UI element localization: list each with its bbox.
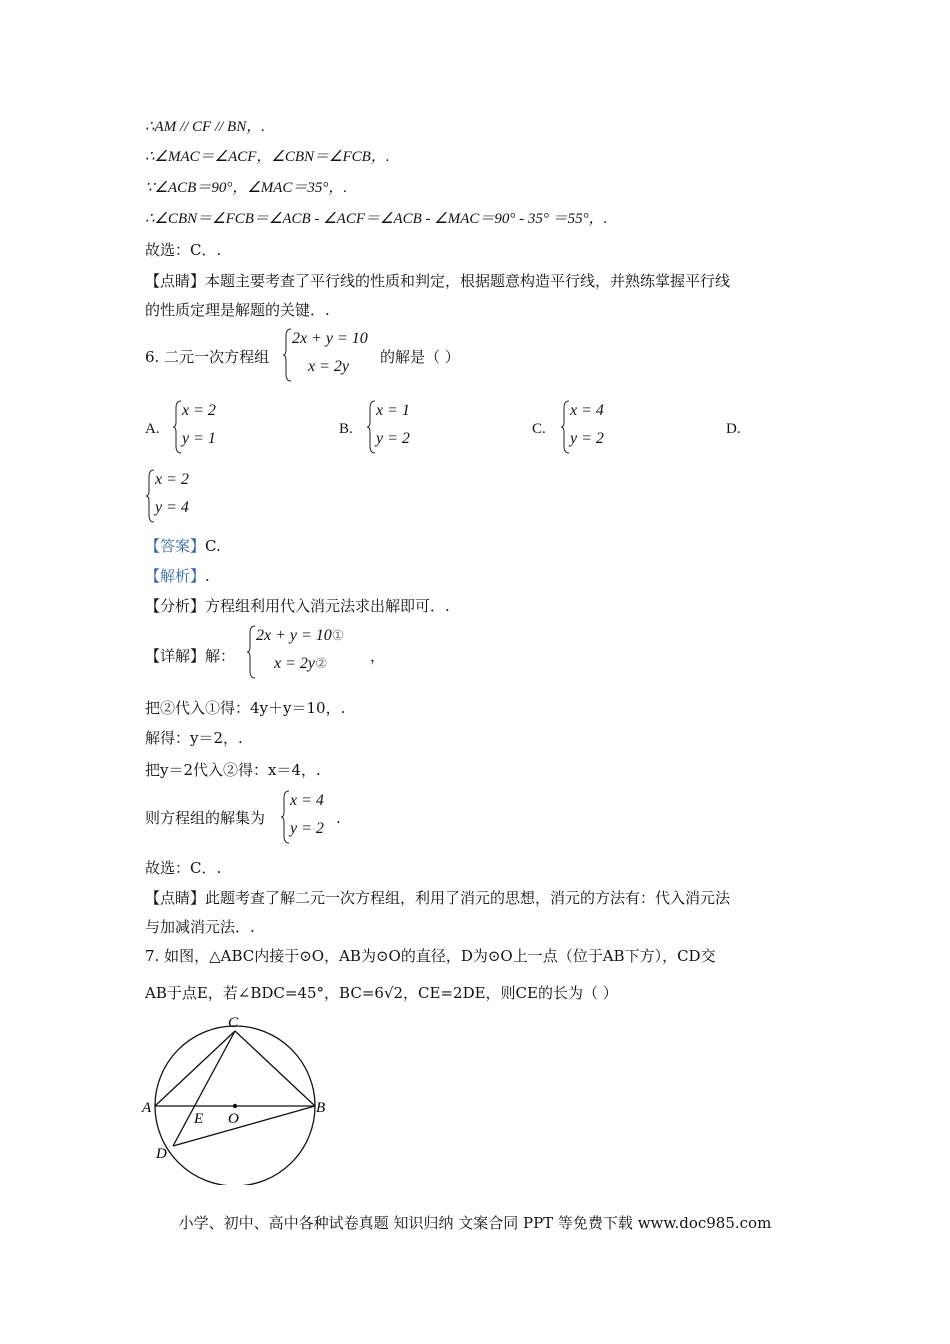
text-line: ∵∠ACB＝90°，∠MAC＝35°，. [145, 180, 348, 196]
option-a-label: A. [145, 421, 160, 437]
solset-prefix: 则方程组的解集为 [145, 809, 266, 827]
choose-line: 故选：C．. [145, 859, 222, 877]
equation: x = 1 [376, 402, 410, 419]
dianjing-line: 与加减消元法．. [145, 918, 255, 936]
point-label-a: A [142, 1100, 152, 1116]
brace-icon [366, 400, 376, 454]
circled-two: ② [315, 657, 328, 672]
option-c-label: C. [532, 421, 546, 437]
dianjing-line: 【点睛】此题考查了解二元一次方程组，利用了消元的思想，消元的方法有：代入消元法 [145, 889, 731, 907]
brace-icon [246, 625, 256, 679]
option-d [145, 469, 215, 523]
equation-text: 2x + y = 10 [256, 627, 332, 644]
text-line: ∴∠MAC＝∠ACF，∠CBN＝∠FCB，. [145, 149, 390, 165]
detail-prefix: 【详解】解： [145, 647, 236, 665]
brace-icon [280, 790, 290, 844]
equation: x = 2y [308, 358, 349, 375]
solset-system [280, 790, 340, 844]
center-point [233, 1104, 237, 1108]
question-6-prefix: 6. 二元一次方程组 [145, 348, 270, 366]
point-label-o: O [228, 1111, 239, 1127]
equation: y = 4 [155, 499, 189, 516]
option-a [172, 400, 242, 454]
brace-icon [560, 400, 570, 454]
circled-one: ① [331, 629, 345, 644]
segment-cd [173, 1031, 235, 1146]
equation: x = 2 [155, 471, 189, 488]
equation: y = 2 [376, 430, 410, 447]
analysis-tag: 【解析】 [145, 567, 206, 585]
equation-text: x = 2y [274, 655, 315, 672]
step-line: 把y＝2代入②得：x＝4，. [145, 761, 321, 779]
brace-icon [172, 400, 182, 454]
equation: 2x + y = 10 [292, 330, 368, 347]
option-c [560, 400, 630, 454]
detail-system [246, 625, 386, 679]
segment-cb [235, 1031, 315, 1106]
equation: x = 2 [182, 402, 216, 419]
analysis-line [145, 566, 210, 586]
analysis-rest: . [205, 567, 210, 585]
fenxi-line: 【分析】方程组利用代入消元法求出解即可．. [145, 597, 450, 615]
option-b [366, 400, 436, 454]
answer-tag: 【答案】 [145, 537, 206, 555]
point-label-c: C [228, 1015, 239, 1031]
segment-ac [155, 1031, 235, 1106]
question-7-line: 7. 如图，△ABC内接于⊙O，AB为⊙O的直径，D为⊙O上一点（位于AB下方），CD交 [145, 947, 716, 965]
text-line: 故选：C．. [145, 241, 222, 259]
detail-comma: ， [370, 647, 386, 665]
equation: y = 1 [182, 430, 216, 447]
equation: x = 4 [570, 402, 604, 419]
equation [274, 655, 328, 673]
equation: x = 4 [290, 792, 324, 809]
point-label-e: E [194, 1111, 204, 1127]
equation: y = 2 [570, 430, 604, 447]
step-line: 解得：y＝2，. [145, 729, 243, 747]
text-line: 的性质定理是解题的关键．. [145, 301, 330, 319]
text-line: ∴AM // CF // BN，. [145, 119, 265, 135]
answer-line [145, 536, 221, 556]
equation [256, 627, 344, 645]
geometry-figure [140, 1010, 340, 1185]
equation: y = 2 [290, 820, 324, 837]
question-6-suffix: 的解是（ ） [380, 348, 460, 366]
question-6-system [282, 328, 382, 382]
text-line: 【点睛】本题主要考查了平行线的性质和判定，根据题意构造平行线，并熟练掌握平行线 [145, 272, 731, 290]
text-line: ∴∠CBN＝∠FCB＝∠ACB - ∠ACF＝∠ACB - ∠MAC＝90° - 35° ＝55°，. [145, 211, 608, 227]
page-footer: 小学、初中、高中各种试卷真题 知识归纳 文案合同 PPT 等免费下载 www.doc985.com [178, 1214, 772, 1232]
brace-icon [282, 328, 292, 382]
option-d-label: D. [726, 421, 741, 437]
solset-suffix: . [336, 809, 341, 827]
answer-value: C. [205, 537, 221, 555]
question-7-line: AB于点E，若∠BDC=45°，BC=6√2，CE=2DE，则CE的长为（ ） [145, 984, 618, 1002]
point-label-b: B [316, 1100, 326, 1116]
brace-icon [145, 469, 155, 523]
point-label-d: D [156, 1146, 167, 1162]
step-line: 把②代入①得：4y＋y＝10，. [145, 699, 346, 717]
option-b-label: B. [339, 421, 353, 437]
